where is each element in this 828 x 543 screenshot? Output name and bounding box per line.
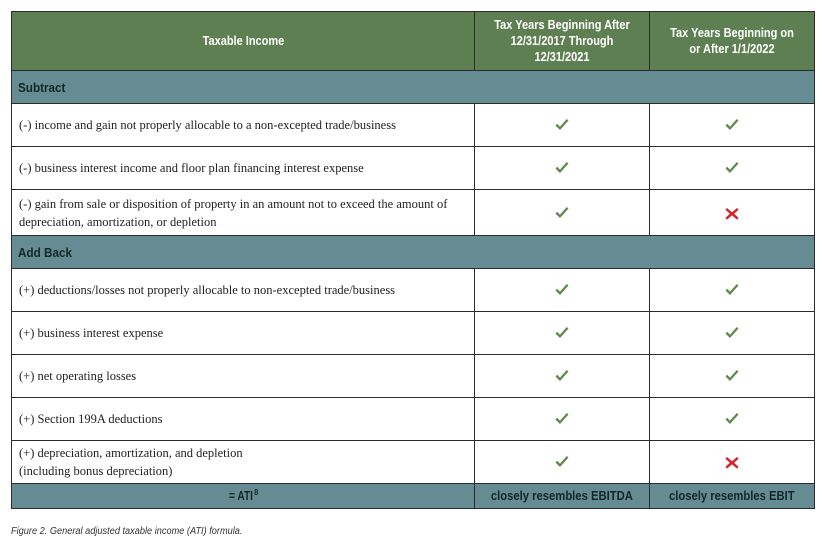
checkmark-icon <box>554 369 570 383</box>
section-title: Subtract <box>12 71 815 104</box>
checkmark-icon <box>554 455 570 469</box>
row-label: (+) deductions/losses not properly allocable to non-excepted trade/business <box>12 269 475 312</box>
row-label: (-) income and gain not properly allocable to a non-excepted trade/business <box>12 104 475 147</box>
table-row <box>12 147 815 190</box>
cell-2022-onward <box>650 104 815 147</box>
table-row <box>12 441 815 484</box>
cell-2017-2021 <box>475 441 650 484</box>
checkmark-icon <box>554 161 570 175</box>
cell-2022-onward <box>650 147 815 190</box>
checkmark-icon <box>554 412 570 426</box>
section-add-back <box>12 236 815 269</box>
section-title: Add Back <box>12 236 815 269</box>
cell-2022-onward <box>650 398 815 441</box>
row-label-line1: (+) depreciation, amortization, and depletion <box>19 446 243 460</box>
cell-2022-onward <box>650 355 815 398</box>
cell-2022-onward <box>650 190 815 236</box>
row-label: (+) business interest expense <box>12 312 475 355</box>
header-taxable-income: Taxable Income <box>12 12 475 71</box>
checkmark-icon <box>554 283 570 297</box>
cell-2017-2021 <box>475 269 650 312</box>
x-mark-icon <box>724 206 740 220</box>
table-row <box>12 355 815 398</box>
table-row <box>12 312 815 355</box>
cell-2022-onward <box>650 312 815 355</box>
checkmark-icon <box>724 412 740 426</box>
row-label: (+) net operating losses <box>12 355 475 398</box>
cell-2017-2021 <box>475 398 650 441</box>
cell-2022-onward <box>650 441 815 484</box>
table-row <box>12 190 815 236</box>
section-subtract <box>12 71 815 104</box>
row-label-line2: (including bonus depreciation) <box>19 464 173 478</box>
result-2022-onward: closely resembles EBIT <box>650 484 815 509</box>
figure-caption: Figure 2. General adjusted taxable income (ATI) formula. <box>11 526 243 537</box>
ati-result-label: = $ATI^8$ <box>12 484 475 509</box>
result-2017-2021: closely resembles EBITDA <box>475 484 650 509</box>
table-row <box>12 269 815 312</box>
checkmark-icon <box>554 206 570 220</box>
header-2022-onward: Tax Years Beginning on or After 1/1/2022 <box>650 12 815 71</box>
table-row <box>12 104 815 147</box>
ati-formula-table <box>11 11 815 509</box>
cell-2017-2021 <box>475 190 650 236</box>
header-2017-2021: Tax Years Beginning After 12/31/2017 Through 12/31/2021 <box>475 12 650 71</box>
ati-result-row <box>12 484 815 509</box>
header-row <box>12 12 815 71</box>
checkmark-icon <box>724 283 740 297</box>
checkmark-icon <box>724 118 740 132</box>
checkmark-icon <box>724 326 740 340</box>
x-mark-icon <box>724 455 740 469</box>
row-label: (-) business interest income and floor plan financing interest expense <box>12 147 475 190</box>
row-label: (-) gain from sale or disposition of property in an amount not to exceed the amount of depreciation, amortization, or depletion <box>12 190 475 236</box>
cell-2017-2021 <box>475 147 650 190</box>
cell-2017-2021 <box>475 312 650 355</box>
row-label: (+) Section 199A deductions <box>12 398 475 441</box>
cell-2022-onward <box>650 269 815 312</box>
cell-2017-2021 <box>475 104 650 147</box>
table-row <box>12 398 815 441</box>
checkmark-icon <box>724 369 740 383</box>
row-label <box>12 441 475 484</box>
checkmark-icon <box>554 326 570 340</box>
footnote-marker: 8 <box>254 487 259 497</box>
checkmark-icon <box>554 118 570 132</box>
cell-2017-2021 <box>475 355 650 398</box>
checkmark-icon <box>724 161 740 175</box>
